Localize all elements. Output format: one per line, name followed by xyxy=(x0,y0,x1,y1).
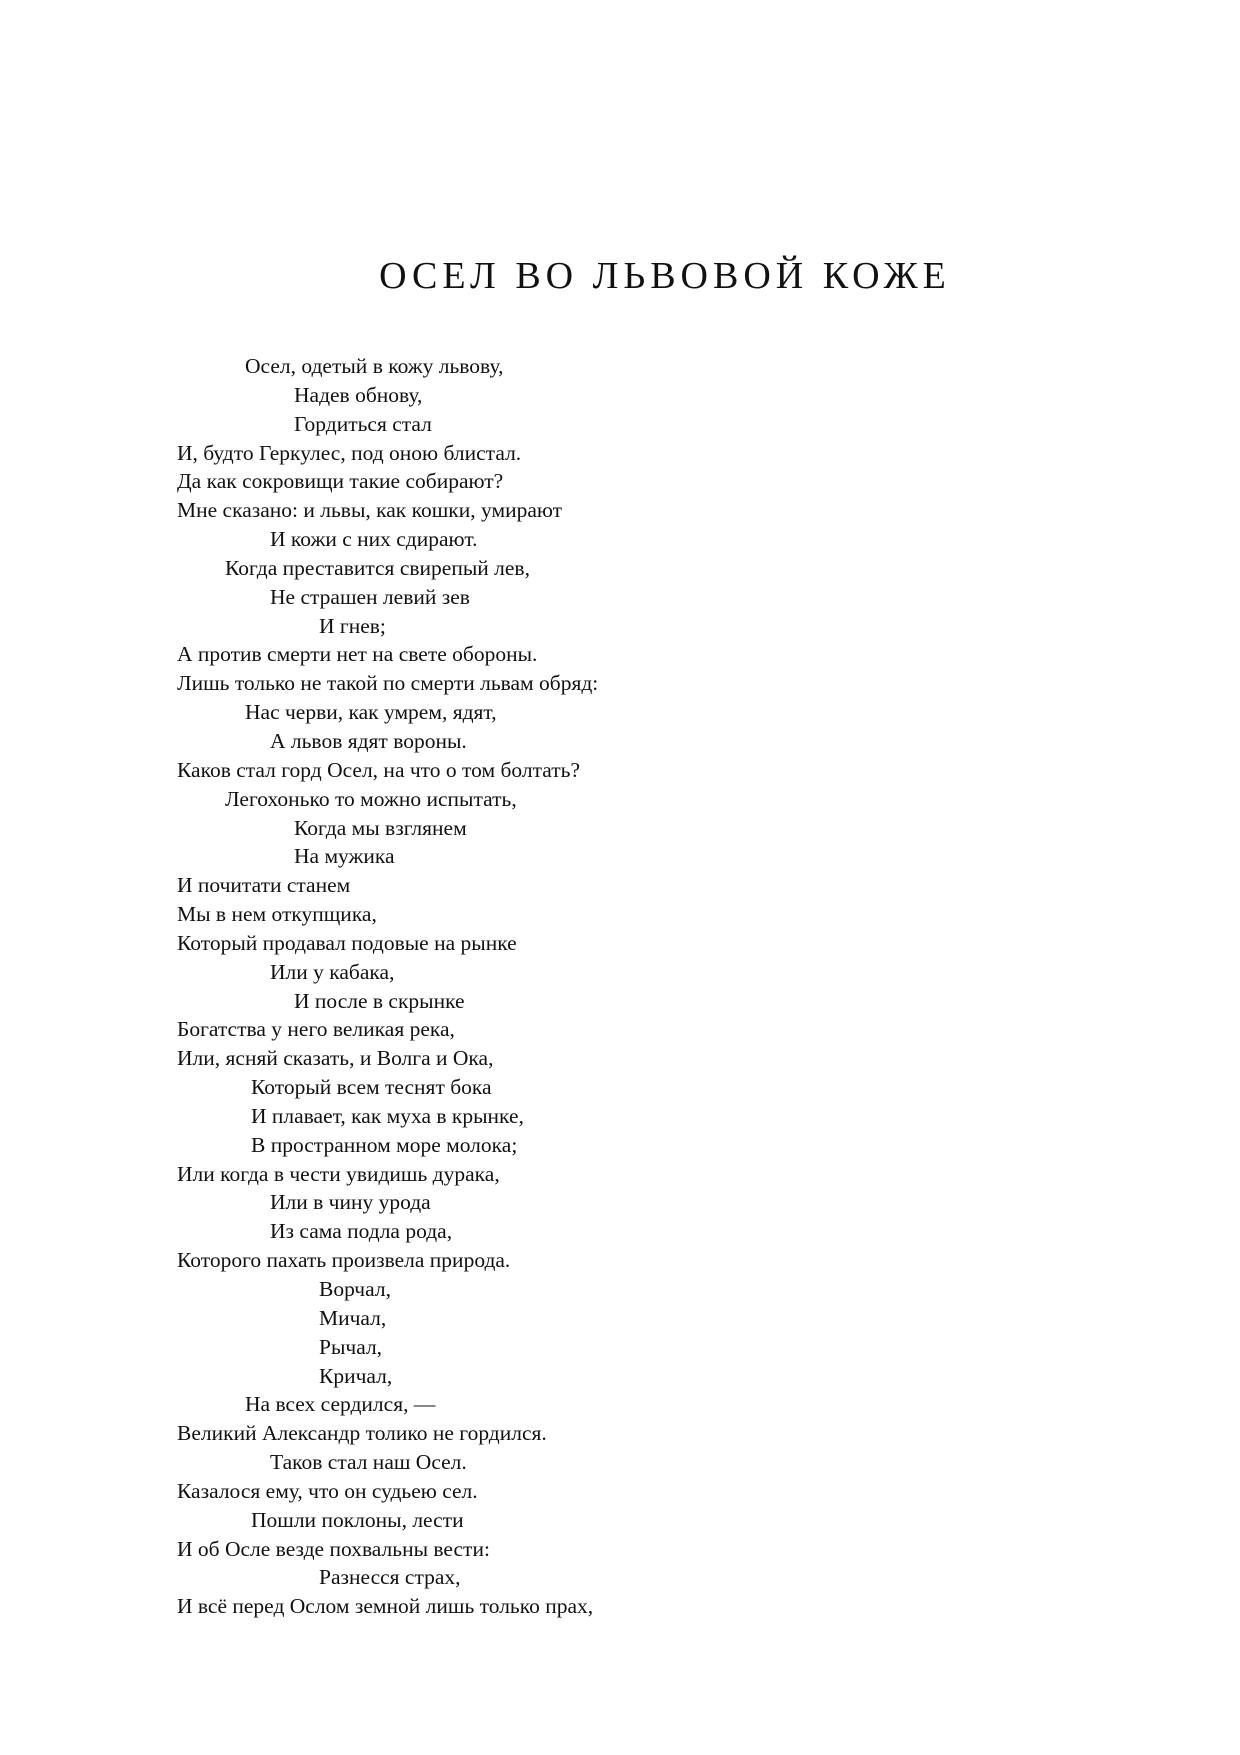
poem-line: И, будто Геркулес, под оною блистал. xyxy=(177,440,522,465)
poem-line: Или когда в чести увидишь дурака, xyxy=(177,1161,500,1186)
poem-line: Надев обнову, xyxy=(294,382,423,407)
poem-line: Которого пахать произвела природа. xyxy=(177,1248,511,1273)
poem-line: Когда мы взглянем xyxy=(294,815,467,840)
poem-line: Мы в нем откупщика, xyxy=(177,902,377,927)
poem-line: Рычал, xyxy=(319,1334,383,1359)
poem-line: И плавает, как муха в крынке, xyxy=(251,1103,524,1128)
poem-line: И всё перед Ослом земной лишь только прах, xyxy=(177,1594,594,1619)
poem-line: Богатства у него великая река, xyxy=(177,1017,455,1042)
poem-line: Ворчал, xyxy=(319,1277,391,1301)
poem-line: Лишь только не такой по смерти львам обряд: xyxy=(177,671,599,696)
poem-line: Или в чину урода xyxy=(270,1190,431,1215)
poem-line: Пошли поклоны, лести xyxy=(251,1507,464,1532)
poem-line: И почитати станем xyxy=(177,873,351,898)
poem-line: Осел, одетый в кожу львову, xyxy=(245,354,504,378)
poem-title: ОСЕЛ ВО ЛЬВОВОЙ КОЖЕ xyxy=(379,255,951,297)
poem-line: На мужика xyxy=(294,844,395,869)
poem-line: И кожи с них сдирают. xyxy=(270,527,478,552)
poem-line: Таков стал наш Осел. xyxy=(270,1450,467,1475)
poem-line: Каков стал горд Осел, на что о том болтать? xyxy=(177,757,580,782)
poem-line: Легохонько то можно испытать, xyxy=(225,786,517,811)
poem-line: А львов ядят вороны. xyxy=(270,728,467,753)
poem-body xyxy=(177,352,1077,1621)
poem-line: И после в скрынке xyxy=(294,988,465,1013)
poem-line: Казалося ему, что он судьею сел. xyxy=(177,1478,478,1503)
poem-line: Или, ясняй сказать, и Волга и Ока, xyxy=(177,1046,494,1071)
poem-line: Мичал, xyxy=(319,1305,387,1330)
poem-line: Не страшен левий зев xyxy=(270,584,470,609)
poem-line: Великий Александр толико не гордился. xyxy=(177,1421,547,1446)
poem-line: А против смерти нет на свете обороны. xyxy=(177,642,538,667)
poem-line: Гордиться стал xyxy=(294,411,432,436)
poem-line: Кричал, xyxy=(319,1363,393,1388)
poem-line: Или у кабака, xyxy=(270,959,395,984)
poem-line: И об Осле везде похвальны вести: xyxy=(177,1536,490,1561)
poem-line: В пространном море молока; xyxy=(251,1132,518,1157)
poem-line: Нас черви, как умрем, ядят, xyxy=(245,700,497,725)
poem-line: Разнесся страх, xyxy=(319,1565,461,1590)
poem-line: Который продавал подовые на рынке xyxy=(177,930,517,955)
poem-line: Мне сказано: и львы, как кошки, умирают xyxy=(177,498,563,523)
poem-line: Который всем теснят бока xyxy=(251,1075,492,1100)
poem-line: Из сама подла рода, xyxy=(270,1219,453,1244)
poem-line: Когда преставится свирепый лев, xyxy=(225,555,530,580)
poem-line: И гнев; xyxy=(319,613,386,638)
poem-line: На всех сердился, — xyxy=(245,1392,436,1417)
poem-line: Да как сокровищи такие собирают? xyxy=(177,469,504,494)
